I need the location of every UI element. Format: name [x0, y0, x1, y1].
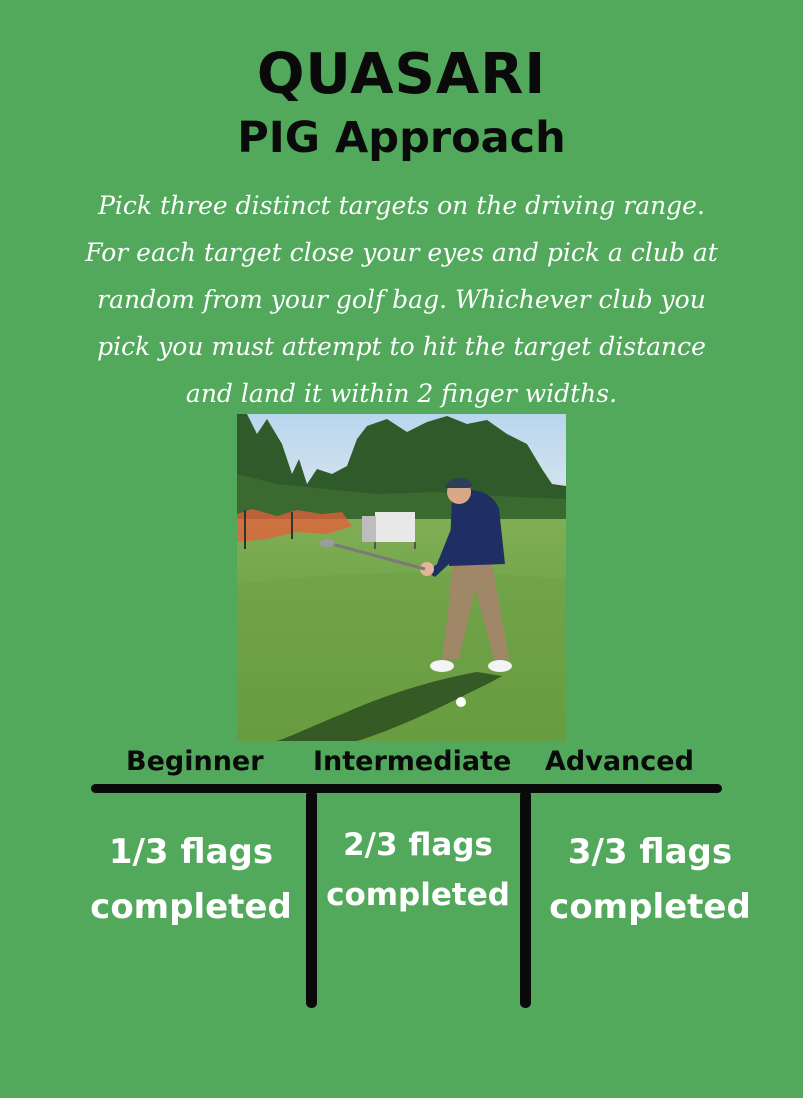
- instructions-line: and land it within 2 finger widths.: [185, 379, 618, 408]
- photo-ball: [456, 697, 466, 707]
- instructions-line: pick you must attempt to hit the target distance: [97, 332, 706, 361]
- photo-shelter: [375, 512, 415, 542]
- instructions-text: [40, 182, 763, 417]
- beginner-result-count: 1/3 flags: [108, 832, 274, 872]
- advanced-result-count: 3/3 flags: [567, 832, 733, 872]
- intermediate-result-status: completed: [326, 877, 510, 913]
- drill-title: PIG Approach: [237, 113, 566, 163]
- level-beginner-label: Beginner: [126, 746, 264, 777]
- advanced-result: [532, 825, 768, 935]
- level-advanced-label: Advanced: [545, 746, 694, 777]
- level-intermediate-label: Intermediate: [313, 746, 512, 777]
- beginner-result: [80, 825, 302, 935]
- golfer-photo: [237, 414, 566, 741]
- table-header-divider: [91, 784, 722, 793]
- intermediate-result-count: 2/3 flags: [343, 827, 493, 863]
- instructions-line: random from your golf bag. Whichever club you: [97, 285, 706, 314]
- advanced-result-status: completed: [549, 887, 751, 927]
- column-divider-right: [520, 790, 531, 1008]
- column-divider-left: [306, 790, 317, 1008]
- intermediate-result: [318, 820, 518, 920]
- instructions-line: Pick three distinct targets on the driving range.: [98, 191, 705, 220]
- instructions-line: For each target close your eyes and pick a club at: [85, 238, 718, 267]
- brand-title: QUASARI: [256, 42, 547, 107]
- beginner-result-status: completed: [90, 887, 292, 927]
